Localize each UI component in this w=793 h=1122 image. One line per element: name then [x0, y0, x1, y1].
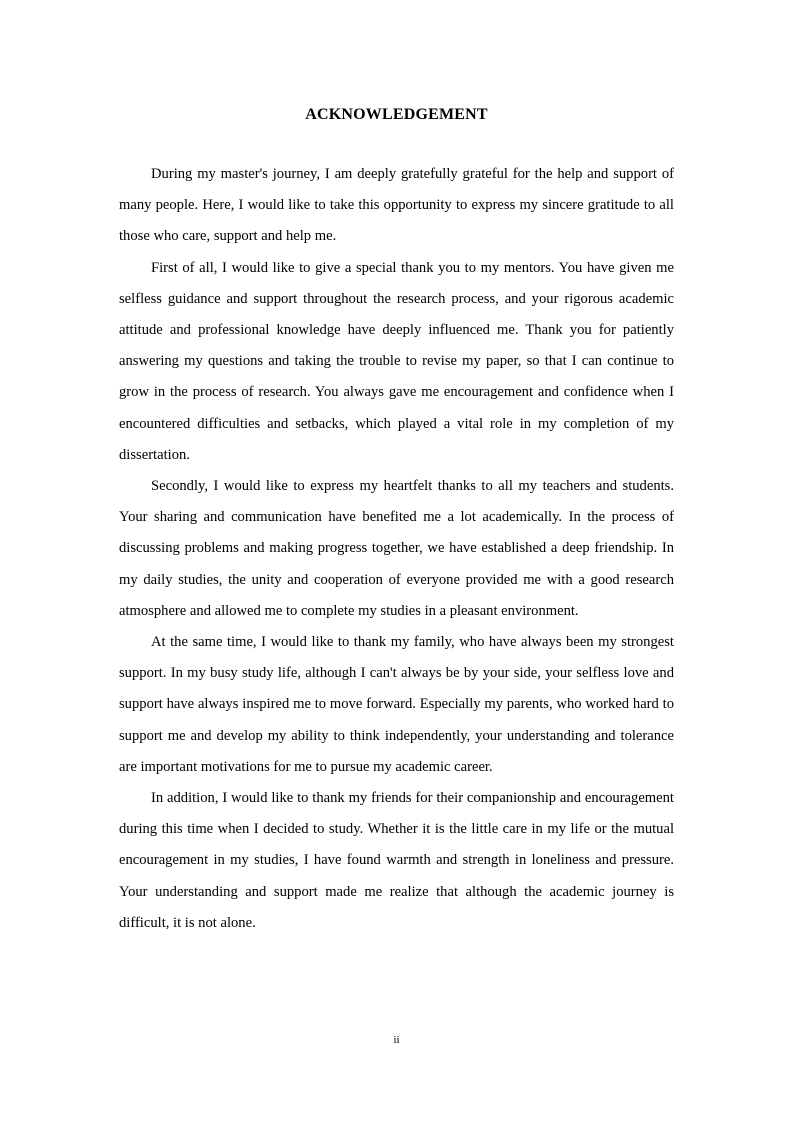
acknowledgement-body	[119, 159, 674, 939]
paragraph-5: In addition, I would like to thank my friends for their companionship and encouragement during this time when I decided to study. Whether it is the little care in my life or the mutual encouragement in my studies, I have found warmth and strength in loneliness and pressure. Your understanding and support made me realize that although the academic journey is difficult, it is not alone.	[119, 790, 674, 931]
page-number: ii	[393, 1034, 400, 1046]
page-title: ACKNOWLEDGEMENT	[305, 106, 488, 123]
paragraph-1: During my master's journey, I am deeply gratefully grateful for the help and support of many people. Here, I would like to take this opportunity to express my sincere gratitude to all those who care, support and help me.	[119, 166, 674, 245]
paragraph-4: At the same time, I would like to thank my family, who have always been my strongest support. In my busy study life, although I can't always be by your side, your selfless love and support have always inspired me to move forward. Especially my parents, who worked hard to support me and develop my ability to think independently, your understanding and tolerance are important motivations for me to pursue my academic career.	[119, 634, 674, 775]
paragraph-2: First of all, I would like to give a special thank you to my mentors. You have given me selfless guidance and support throughout the research process, and your rigorous academic attitude and professional knowledge have deeply influenced me. Thank you for patiently answering my questions and taking the trouble to revise my paper, so that I can continue to grow in the process of research. You always gave me encouragement and confidence when I encountered difficulties and setbacks, which played a vital role in my completion of my dissertation.	[119, 259, 674, 463]
paragraph-3: Secondly, I would like to express my heartfelt thanks to all my teachers and students. Your sharing and communication have benefited me a lot academically. In the process of discussing problems and making progress together, we have established a deep friendship. In my daily studies, the unity and cooperation of everyone provided me with a good research atmosphere and allowed me to complete my studies in a pleasant environment.	[119, 478, 674, 619]
